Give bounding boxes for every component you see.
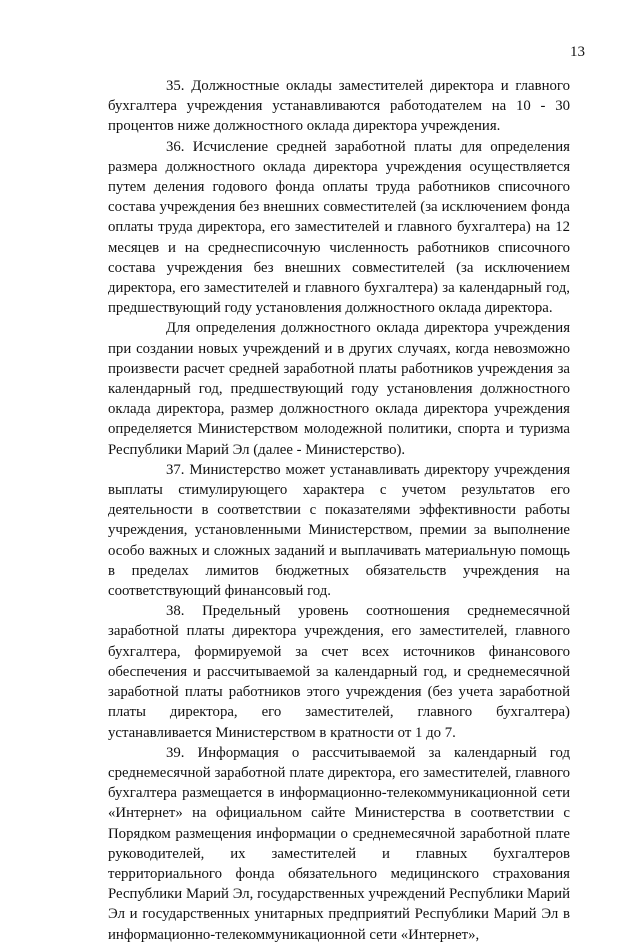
paragraph-39 (108, 743, 570, 945)
paragraph-35 (108, 76, 570, 137)
page-number: 13 (570, 44, 585, 60)
paragraph-36 (108, 137, 570, 319)
paragraph-number: 35. (166, 78, 185, 94)
document-body (108, 76, 570, 945)
paragraph-number: 37. (166, 461, 185, 478)
paragraph-number: 39. (166, 744, 185, 761)
paragraph-text: Предельный уровень соотношения среднемесячной заработной платы директора учреждения, его заместителей, главного бухгалтера, формируемой за счет всех источников финансового обеспечения и рассчитываемой за календарный год, и среднемесячной заработной платы работников этого учреждения (без учета заработной платы директора, его заместителей, главного бухгалтера) устанавливается Министерством в кратности от 1 до 7. (108, 603, 570, 741)
paragraph-text: Исчисление средней заработной платы для определения размера должностного оклада директора учреждения осуществляется путем деления годового фонда оплаты труда работников списочного состава учреждения без внешних совместителей (за исключением фонда оплаты труда директора, его заместителей и главного бухгалтера) на 12 месяцев и на среднесписочную численность работников списочного состава учреждения без внешних совместителей (за исключением директора, его заместителей и главного бухгалтера) за календарный год, предшествующий году установления должностного оклада директора. (108, 138, 570, 317)
paragraph-text: Информация о рассчитываемой за календарный год среднемесячной заработной плате директора, его заместителей, главного бухгалтера размещается в информационно-телекоммуникационной сети «Интернет» на официальном сайте Министерства в соответствии с Порядком размещения информации о среднемесячной заработной плате руководителей, их заместителей и главных бухгалтеров территориального фонда обязательного медицинского страхования Республики Марий Эл, государственных учреждений Республики Марий Эл и государственных унитарных предприятий Республики Марий Эл в информационно-телекоммуникационной сети «Интернет», (108, 744, 570, 943)
paragraph-37 (108, 460, 570, 601)
paragraph-text: Министерство может устанавливать директору учреждения выплаты стимулирующего характера с учетом результатов его деятельности в соответствии с показателями эффективности работы учреждения, установленными Министерством, премии за выполнение особо важных и сложных заданий и выплачивать материальную помощь в пределах лимитов бюджетных обязательств учреждения на соответствующий финансовый год. (108, 461, 570, 600)
paragraph-number: 38. (166, 603, 185, 620)
paragraph-38 (108, 601, 570, 742)
paragraph-36-continuation (108, 318, 570, 459)
paragraph-number: 36. (166, 138, 185, 155)
paragraph-text: Должностные оклады заместителей директора и главного бухгалтера учреждения устанавливаются работодателем на 10 - 30 процентов ниже должностного оклада директора учреждения. (108, 78, 571, 135)
paragraph-text: Для определения должностного оклада директора учреждения при создании новых учреждений и в других случаях, когда невозможно произвести расчет средней заработной платы работников учреждения за календарный год, предшествующий году установления должностного оклада директора, размер должностного оклада директора учреждения определяется Министерством молодежной политики, спорта и туризма Республики Марий Эл (далее - Министерство). (108, 320, 570, 458)
